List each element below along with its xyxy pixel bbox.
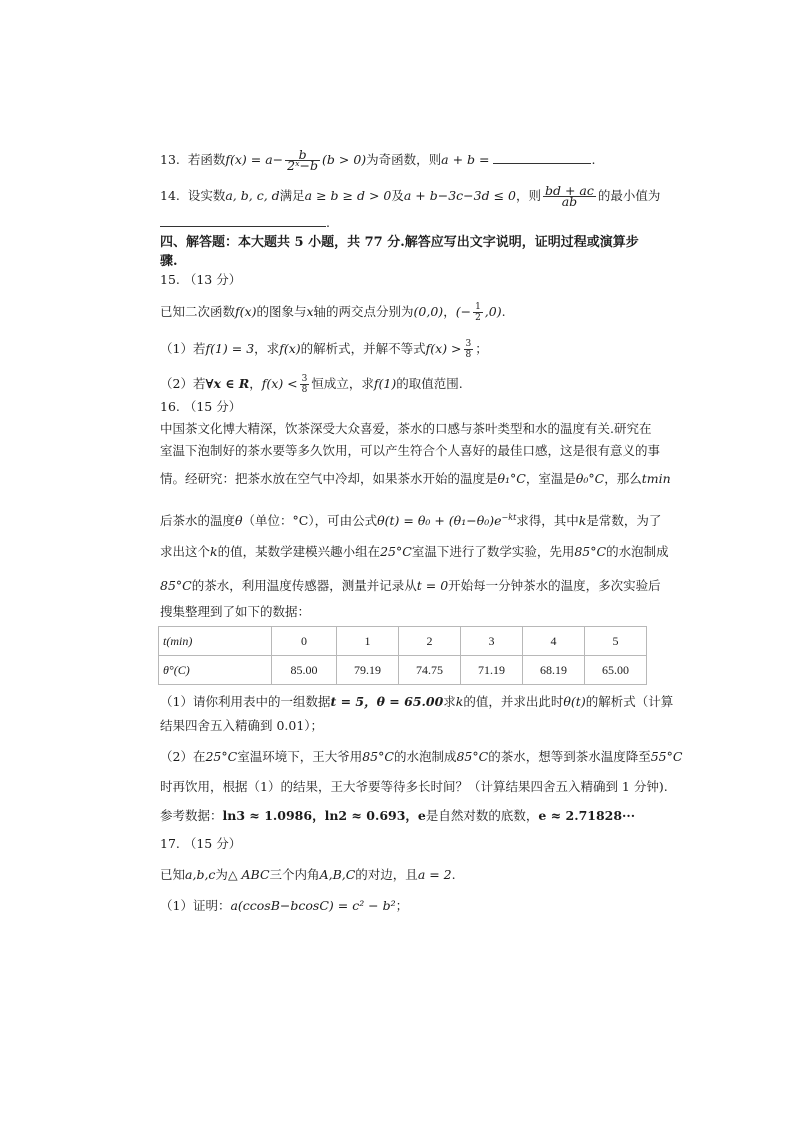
q16-part2: （2）在25°C室温环境下，王大爷用85°C的水泡制成85°C的茶水，想等到茶水温度降至55°C <box>160 749 683 764</box>
q14-fraction: $\frac{bd + ac}{ab}$ <box>544 183 594 209</box>
table-cell: 4 <box>523 627 585 656</box>
table-cell: 65.00 <box>585 656 647 685</box>
table-cell: 74.75 <box>399 656 461 685</box>
q16-line-2: 室温下泡制好的茶水要等多久饮用，可以产生符合个人喜好的最佳口感，这是很有意义的事 <box>160 443 661 458</box>
q13-function: f(x) = a− <box>225 152 284 167</box>
q14-text-5: 的最小值为 <box>597 188 661 203</box>
q14-text-3: 及 <box>391 188 404 203</box>
q17-heading: 17. （15 分） <box>160 836 242 851</box>
q13-answer-blank[interactable] <box>493 151 591 164</box>
table-cell: 0 <box>272 627 337 656</box>
table-cell: 79.19 <box>337 656 399 685</box>
q16-heading: 16. （15 分） <box>160 399 242 414</box>
table-row <box>159 627 647 656</box>
temperature-table <box>158 626 647 685</box>
table-header-temperature: θ°(C) <box>159 656 272 685</box>
table-header-time: t(min) <box>159 627 272 656</box>
q14-blank-line <box>160 214 330 231</box>
q16-line-3: 情。经研究：把茶水放在空气中冷却，如果茶水开始的温度是θ₁°C，室温是θ₀°C，那么tmin <box>160 471 671 486</box>
q13-text: 若函数 <box>187 152 226 167</box>
q16-line-1: 中国茶文化博大精深，饮茶深受大众喜爱，茶水的口感与茶叶类型和水的温度有关.研究在 <box>160 421 652 436</box>
q16-line-4: 后茶水的温度θ（单位：°C），可由公式$\theta(t) = \theta_0 + (\theta_1-\theta_0)e^{-kt}$求得，其中k是常数，为了 <box>160 513 662 529</box>
q16-line-6: 85°C的茶水，利用温度传感器，测量并记录从t = 0开始每一分钟茶水的温度，多次实验后 <box>160 578 661 593</box>
q16-line-5: 求出这个k的值，某数学建模兴趣小组在25°C室温下进行了数学实验，先用85°C的水泡制成 <box>160 544 669 559</box>
q14-answer-blank[interactable] <box>160 214 326 227</box>
q17-line-1: 已知a,b,c为△ ABC三个内角A,B,C的对边，且a = 2. <box>160 867 456 882</box>
q16-reference: 参考数据：ln3 ≈ 1.0986，ln2 ≈ 0.693，e是自然对数的底数，e ≈ 2.71828··· <box>160 808 636 823</box>
table-cell: 2 <box>399 627 461 656</box>
table-cell: 5 <box>585 627 647 656</box>
q14-vars: a, b, c, d <box>225 188 280 203</box>
q14-cond1: a ≥ b ≥ d > 0 <box>304 188 392 203</box>
q15-intro: 已知二次函数f(x)的图象与x轴的两交点分别为(0,0)，(− $\frac{1}{2}$ ,0). <box>160 302 506 323</box>
table-cell: 71.19 <box>461 656 523 685</box>
q16-line-7: 搜集整理到了如下的数据： <box>160 604 311 619</box>
table-cell: 85.00 <box>272 656 337 685</box>
q13-fraction: $\frac{b}{\text{2ˣ−b}}$ <box>287 147 319 173</box>
q13-condition: (b > 0) <box>322 152 367 167</box>
q16-part1-cont: 结果四舍五入精确到 0.01）； <box>160 718 324 733</box>
q13-line <box>160 147 596 173</box>
q14-end: . <box>326 215 330 230</box>
q15-heading: 15. （13 分） <box>160 272 242 287</box>
table-cell: 68.19 <box>523 656 585 685</box>
q13-expression: a + b = <box>441 152 490 167</box>
q13-end: . <box>591 152 596 167</box>
table-cell: 3 <box>461 627 523 656</box>
q13-number: 13. <box>160 152 180 167</box>
table-cell: 1 <box>337 627 399 656</box>
q13-text-2: 为奇函数，则 <box>366 152 442 167</box>
q14-text: 设实数 <box>187 188 226 203</box>
q14-line <box>160 183 661 209</box>
q17-part1: （1）证明：a(ccosB−bcosC) = c² − b²； <box>160 898 409 913</box>
table-row <box>159 656 647 685</box>
q14-text-2: 满足 <box>279 188 305 203</box>
q14-number: 14. <box>160 188 180 203</box>
q16-part2-cont: 时再饮用，根据（1）的结果，王大爷要等待多长时间？（计算结果四舍五入精确到 1 分钟). <box>160 779 668 794</box>
q14-cond2: a + b−3c−3d ≤ 0 <box>403 188 516 203</box>
q16-part1: （1）请你利用表中的一组数据t = 5，θ = 65.00求k的值，并求出此时θ(t)的解析式（计算 <box>160 694 674 709</box>
q14-text-4: ，则 <box>515 188 541 203</box>
q15-part2: （2）若∀x ∈ R，f(x) < $\frac{3}{8}$ 恒成立，求f(1)的取值范围. <box>160 374 463 395</box>
q15-part1: （1）若f(1) = 3，求f(x)的解析式，并解不等式f(x) > $\frac{3}{8}$ ； <box>160 339 488 360</box>
section-heading: 四、解答题：本大题共 5 小题，共 77 分.解答应写出文字说明，证明过程或演算步骤. <box>160 235 639 269</box>
